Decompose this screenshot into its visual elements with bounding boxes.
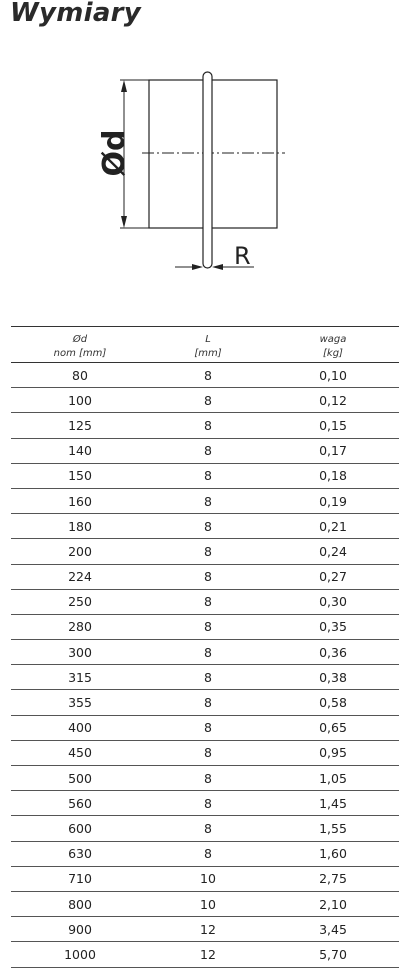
table-row <box>11 463 399 488</box>
cell-length: 8 <box>149 841 267 866</box>
dimension-drawing <box>0 0 416 300</box>
table-row <box>11 917 399 942</box>
cell-length: 8 <box>149 514 267 539</box>
table-row <box>11 942 399 967</box>
cell-weight: 0,95 <box>267 740 399 765</box>
table-row <box>11 363 399 388</box>
cell-weight: 0,58 <box>267 690 399 715</box>
table-row <box>11 715 399 740</box>
cell-weight: 0,10 <box>267 363 399 388</box>
cell-length: 8 <box>149 715 267 740</box>
table-row <box>11 841 399 866</box>
cell-length: 8 <box>149 640 267 665</box>
cell-length: 8 <box>149 363 267 388</box>
cell-length: 10 <box>149 891 267 916</box>
cell-weight: 0,19 <box>267 488 399 513</box>
cell-diameter: 315 <box>11 665 149 690</box>
cell-weight: 0,18 <box>267 463 399 488</box>
cell-weight: 1,05 <box>267 766 399 791</box>
cell-diameter: 710 <box>11 866 149 891</box>
table-row <box>11 891 399 916</box>
cell-weight: 0,36 <box>267 640 399 665</box>
column-header-length: L [mm] <box>194 334 222 359</box>
column-header-weight: waga [kg] <box>319 334 347 359</box>
cell-weight: 0,17 <box>267 438 399 463</box>
cell-diameter: 1000 <box>11 942 149 967</box>
cell-diameter: 500 <box>11 766 149 791</box>
cell-weight: 0,35 <box>267 614 399 639</box>
table-row <box>11 438 399 463</box>
table-row <box>11 539 399 564</box>
cell-weight: 0,30 <box>267 589 399 614</box>
cell-length: 8 <box>149 665 267 690</box>
cell-diameter: 160 <box>11 488 149 513</box>
cell-weight: 0,38 <box>267 665 399 690</box>
cell-diameter: 800 <box>11 891 149 916</box>
cell-weight: 0,65 <box>267 715 399 740</box>
cell-diameter: 400 <box>11 715 149 740</box>
table-row <box>11 690 399 715</box>
table-row <box>11 388 399 413</box>
cell-weight: 0,21 <box>267 514 399 539</box>
table-row <box>11 564 399 589</box>
cell-length: 8 <box>149 766 267 791</box>
dimensions-table <box>11 326 399 968</box>
cell-length: 8 <box>149 690 267 715</box>
cell-diameter: 150 <box>11 463 149 488</box>
cell-weight: 0,24 <box>267 539 399 564</box>
table-row <box>11 665 399 690</box>
cell-diameter: 600 <box>11 816 149 841</box>
cell-length: 8 <box>149 564 267 589</box>
table-row <box>11 488 399 513</box>
cell-diameter: 125 <box>11 413 149 438</box>
cell-length: 8 <box>149 438 267 463</box>
cell-length: 8 <box>149 614 267 639</box>
table-row <box>11 866 399 891</box>
cell-weight: 1,60 <box>267 841 399 866</box>
cell-length: 12 <box>149 917 267 942</box>
cell-diameter: 630 <box>11 841 149 866</box>
cell-length: 8 <box>149 413 267 438</box>
cell-length: 12 <box>149 942 267 967</box>
diameter-label: Ød <box>97 129 132 177</box>
table-row <box>11 766 399 791</box>
cell-weight: 0,27 <box>267 564 399 589</box>
cell-diameter: 80 <box>11 363 149 388</box>
cell-diameter: 100 <box>11 388 149 413</box>
cell-diameter: 140 <box>11 438 149 463</box>
cell-diameter: 250 <box>11 589 149 614</box>
cell-length: 8 <box>149 816 267 841</box>
cell-length: 8 <box>149 539 267 564</box>
ring-label: R <box>234 242 251 270</box>
cell-diameter: 200 <box>11 539 149 564</box>
table-row <box>11 413 399 438</box>
table-row <box>11 514 399 539</box>
table-row <box>11 589 399 614</box>
table-row <box>11 740 399 765</box>
cell-diameter: 355 <box>11 690 149 715</box>
cell-diameter: 560 <box>11 791 149 816</box>
cell-length: 8 <box>149 388 267 413</box>
cell-diameter: 224 <box>11 564 149 589</box>
cell-weight: 3,45 <box>267 917 399 942</box>
cell-weight: 0,12 <box>267 388 399 413</box>
cell-diameter: 180 <box>11 514 149 539</box>
table-row <box>11 791 399 816</box>
cell-weight: 2,10 <box>267 891 399 916</box>
table-row <box>11 816 399 841</box>
page-title: Wymiary <box>10 0 142 28</box>
cell-diameter: 900 <box>11 917 149 942</box>
cell-weight: 1,55 <box>267 816 399 841</box>
cell-length: 8 <box>149 589 267 614</box>
cell-length: 8 <box>149 463 267 488</box>
cell-length: 10 <box>149 866 267 891</box>
cell-length: 8 <box>149 740 267 765</box>
cell-length: 8 <box>149 791 267 816</box>
column-header-diameter: Ød nom [mm] <box>53 334 107 359</box>
cell-length: 8 <box>149 488 267 513</box>
cell-weight: 5,70 <box>267 942 399 967</box>
cell-diameter: 300 <box>11 640 149 665</box>
table-row <box>11 614 399 639</box>
cell-diameter: 450 <box>11 740 149 765</box>
cell-weight: 0,15 <box>267 413 399 438</box>
cell-diameter: 280 <box>11 614 149 639</box>
cell-weight: 1,45 <box>267 791 399 816</box>
table-row <box>11 640 399 665</box>
cell-weight: 2,75 <box>267 866 399 891</box>
table-header-row <box>11 327 399 363</box>
